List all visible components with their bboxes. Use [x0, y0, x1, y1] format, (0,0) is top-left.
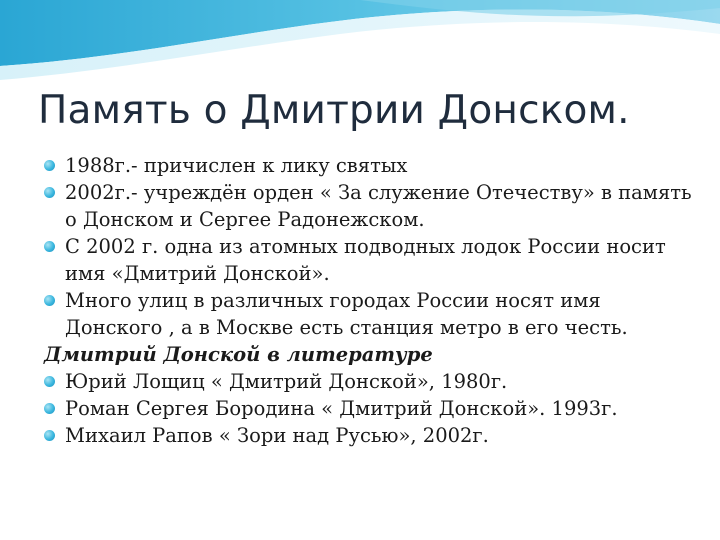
bullet-icon	[44, 160, 55, 171]
list-item-text: Михаил Рапов « Зори над Русью», 2002г.	[65, 424, 489, 447]
section-heading: Дмитрий Донской в литературе	[44, 343, 433, 366]
slide-title: Память о Дмитрии Донском.	[38, 88, 630, 133]
list-item	[44, 179, 704, 233]
list-item	[44, 395, 704, 422]
bullet-icon	[44, 187, 55, 198]
list-item	[44, 152, 704, 179]
list-item-text: С 2002 г. одна из атомных подводных лодок России носит имя «Дмитрий Донской».	[65, 235, 666, 285]
bullet-icon	[44, 241, 55, 252]
bullet-icon	[44, 403, 55, 414]
list-item-text: 1988г.- причислен к лику святых	[65, 154, 408, 177]
list-item	[44, 233, 704, 287]
list-item	[44, 368, 704, 395]
list-item	[44, 422, 704, 449]
slide-content	[44, 152, 704, 449]
list-item-text: Роман Сергея Бородина « Дмитрий Донской». 1993г.	[65, 397, 618, 420]
list-item-text: Юрий Лощиц « Дмитрий Донской», 1980г.	[65, 370, 508, 393]
bullet-icon	[44, 376, 55, 387]
bullet-icon	[44, 430, 55, 441]
list-item-text: Много улиц в различных городах России носят имя Донского , а в Москве есть станция метро в его честь.	[65, 289, 628, 339]
bullet-icon	[44, 295, 55, 306]
decorative-wave-header	[0, 0, 720, 90]
list-item	[44, 287, 704, 341]
list-item-text: 2002г.- учреждён орден « За служение Отечеству» в память о Донском и Сергее Радонежском.	[65, 181, 692, 231]
